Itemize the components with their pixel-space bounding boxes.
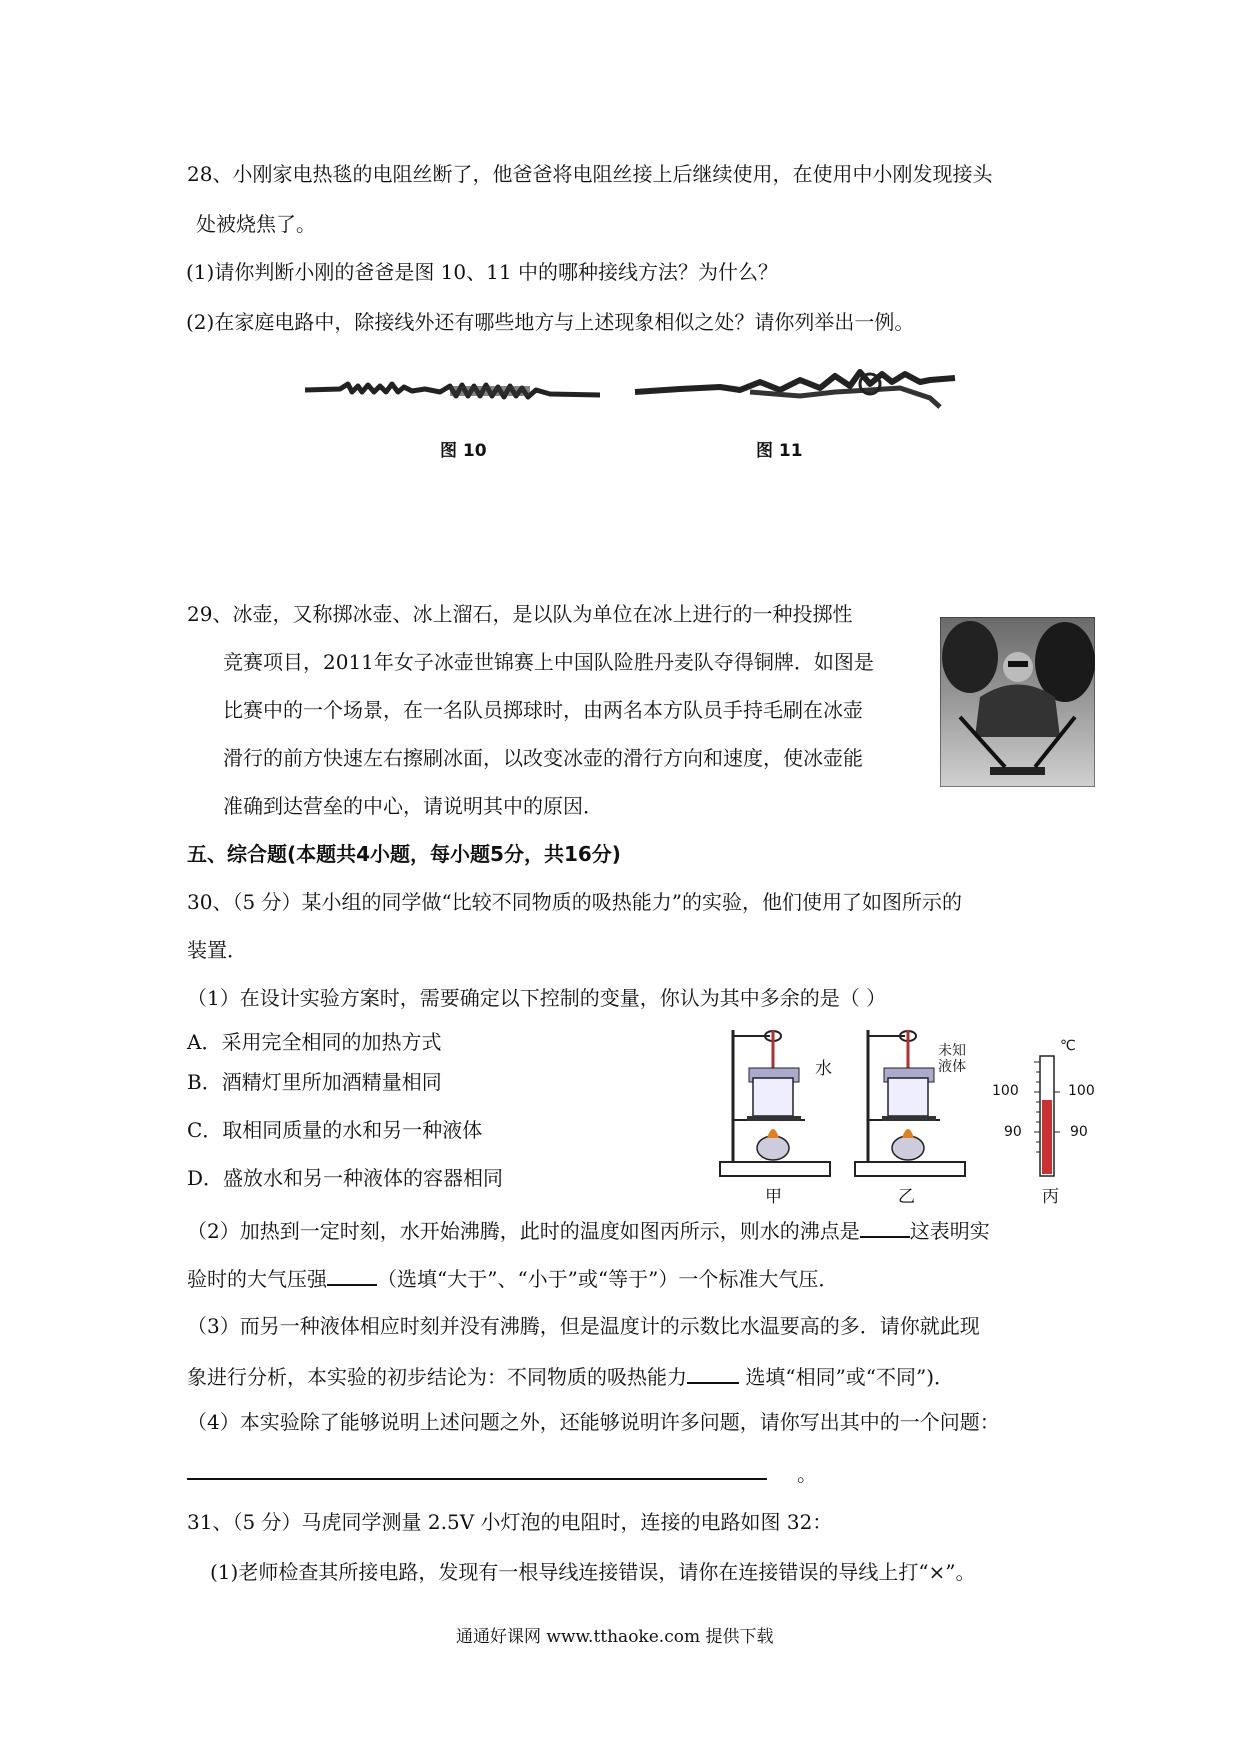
q30-sub1: （1）在设计实验方案时，需要确定以下控制的变量，你认为其中多余的是（ ） <box>187 986 887 1010</box>
q30-option-c: C．取相同质量的水和另一种液体 <box>187 1118 483 1142</box>
q31-line1: 31、（5 分）马虎同学测量 2.5V 小灯泡的电阻时，连接的电路如图 32： <box>187 1510 833 1534</box>
wire-figure-10 <box>300 370 605 410</box>
q28-line2: 处被烧焦了。 <box>196 212 316 236</box>
q30-sub3-text-c: 选填“相同”或“不同”)． <box>745 1365 955 1389</box>
section-5-heading: 五、综合题(本题共4小题，每小题5分，共16分) <box>187 842 621 866</box>
q29-line2: 竞赛项目，2011年女子冰壶世锦赛上中国队险胜丹麦队夺得铜牌．如图是 <box>223 650 874 674</box>
q30-sub2-text-b: 这表明实 <box>909 1219 990 1243</box>
q28-sub1: (1)请你判断小刚的爸爸是图 10、11 中的哪种接线方法？为什么？ <box>186 260 778 284</box>
q28-line1: 28、小刚家电热毯的电阻丝断了，他爸爸将电阻丝接上后继续使用，在使用中小刚发现接头 <box>187 162 993 186</box>
q30-sub3-line2 <box>187 1362 954 1389</box>
thermometer-tick-100-left: 100 <box>992 1083 1019 1099</box>
q30-sub2-line1 <box>187 1216 990 1243</box>
q29-line1: 29、冰壶，又称掷冰壶、冰上溜石，是以队为单位在冰上进行的一种投掷性 <box>187 602 853 626</box>
thermometer-unit: ℃ <box>1060 1038 1076 1054</box>
q30-sub4: （4）本实验除了能够说明上述问题之外，还能够说明许多问题，请你写出其中的一个问题： <box>187 1410 1000 1434</box>
q30-sub2-text-a: （2）加热到一定时刻，水开始沸腾，此时的温度如图丙所示，则水的沸点是 <box>187 1219 860 1243</box>
label-jia: 甲 <box>765 1187 782 1207</box>
q30-option-a: A．采用完全相同的加热方式 <box>187 1030 442 1054</box>
answer-line[interactable] <box>187 1478 767 1480</box>
q28-sub2: (2)在家庭电路中，除接线外还有哪些地方与上述现象相似之处？请你列举出一例。 <box>186 310 915 334</box>
curling-photo <box>940 617 1095 787</box>
q29-line5: 准确到达营垒的中心，请说明其中的原因． <box>223 794 603 818</box>
figure-11-caption: 图 11 <box>756 441 803 461</box>
q29-line4: 滑行的前方快速左右擦刷冰面，以改变冰壶的滑行方向和速度，使冰壶能 <box>223 746 863 770</box>
q30-line2: 装置． <box>187 938 247 962</box>
answer-end-mark: 。 <box>797 1462 817 1486</box>
figure-10-caption: 图 10 <box>440 441 487 461</box>
q30-line1: 30、（5 分）某小组的同学做“比较不同物质的吸热能力”的实验，他们使用了如图所示的 <box>187 890 962 914</box>
label-water: 水 <box>815 1059 832 1079</box>
q30-sub2-text-d: （选填“大于”、“小于”或“等于”）一个标准大气压． <box>377 1267 839 1291</box>
q30-sub2-line2 <box>187 1264 838 1291</box>
q29-line3: 比赛中的一个场景，在一名队员掷球时，由两名本方队员手持毛刷在冰壶 <box>223 698 863 722</box>
thermometer-tick-100-right: 100 <box>1068 1083 1095 1099</box>
q31-sub1: (1)老师检查其所接电路，发现有一根导线连接错误，请你在连接错误的导线上打“×”。 <box>210 1560 976 1584</box>
heat-absorption-blank[interactable] <box>687 1362 739 1384</box>
thermometer-bing <box>1034 1056 1060 1176</box>
q30-sub2-text-c: 验时的大气压强 <box>187 1267 327 1291</box>
wire-figure-11 <box>630 362 960 412</box>
label-unknown-liquid-2: 液体 <box>938 1059 966 1075</box>
thermometer-tick-90-left: 90 <box>1004 1124 1022 1140</box>
q30-option-b: B．酒精灯里所加酒精量相同 <box>187 1070 442 1094</box>
label-yi: 乙 <box>898 1187 915 1207</box>
pressure-blank[interactable] <box>327 1264 377 1286</box>
label-unknown-liquid-1: 未知 <box>938 1043 966 1059</box>
q30-sub3-text-b: 象进行分析，本实验的初步结论为：不同物质的吸热能力 <box>187 1365 687 1389</box>
q30-option-d: D．盛放水和另一种液体的容器相同 <box>187 1166 504 1190</box>
page-footer: 通通好课网 www.tthaoke.com 提供下载 <box>456 1627 774 1647</box>
heating-apparatus-figure <box>715 1020 1100 1200</box>
boiling-point-blank[interactable] <box>860 1216 910 1238</box>
q30-sub3-line1: （3）而另一种液体相应时刻并没有沸腾，但是温度计的示数比水温要高的多．请你就此现 <box>187 1314 980 1338</box>
thermometer-tick-90-right: 90 <box>1070 1124 1088 1140</box>
setup-jia <box>720 1030 830 1176</box>
label-bing: 丙 <box>1042 1187 1059 1207</box>
